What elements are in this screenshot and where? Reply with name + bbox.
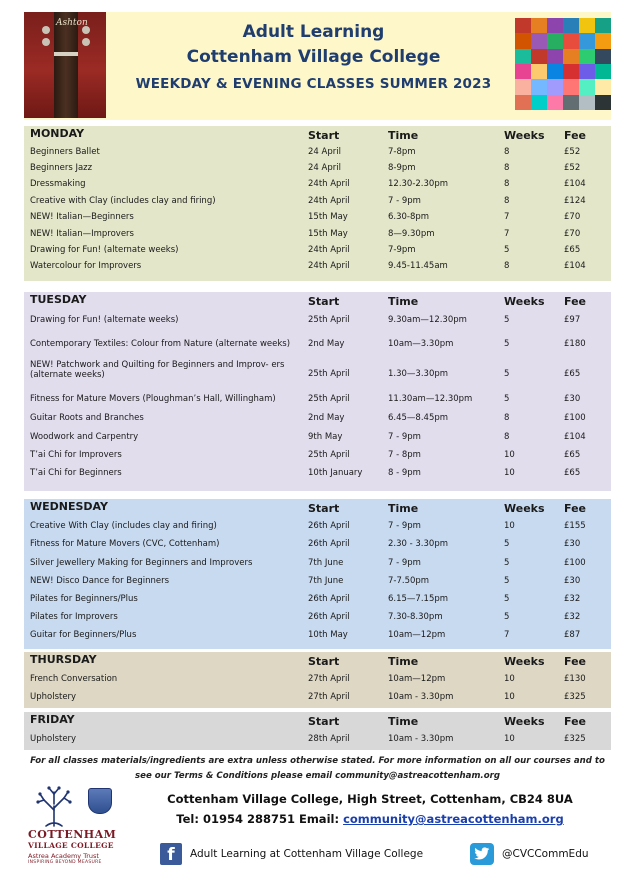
class-row	[24, 225, 611, 242]
class-fee: £155	[564, 521, 586, 531]
day-label: MONDAY	[30, 127, 85, 140]
class-row	[24, 730, 611, 748]
logo-line-3: Astrea Academy Trust	[28, 852, 99, 860]
class-fee: £65	[564, 468, 581, 478]
facebook-icon: f	[160, 843, 182, 865]
class-fee: £104	[564, 179, 586, 189]
class-time: 9.30am—12.30pm	[388, 315, 467, 325]
class-row	[24, 535, 611, 553]
class-fee: £104	[564, 431, 586, 442]
class-time: 9.45-11.45am	[388, 261, 448, 271]
class-start: 24 April	[308, 147, 341, 157]
class-fee: £130	[564, 674, 586, 684]
class-time: 7 - 9pm	[388, 195, 421, 206]
class-weeks: 5	[504, 394, 510, 404]
class-start: 10th May	[308, 630, 348, 640]
footnote-line-2: see our Terms & Conditions please email community@astreacottenham.org	[135, 771, 500, 781]
class-row	[24, 670, 611, 688]
col-start-header: Start	[308, 295, 340, 308]
class-start: 24 April	[308, 163, 341, 173]
class-time: 7 - 9pm	[388, 431, 421, 442]
class-name: Upholstery	[30, 734, 77, 744]
friday-section	[24, 712, 611, 750]
class-fee: £100	[564, 557, 586, 568]
class-fee: £70	[564, 212, 581, 222]
crest-icon	[88, 788, 112, 814]
class-row	[24, 464, 611, 482]
twitter-icon	[470, 843, 494, 865]
class-start: 15th May	[308, 212, 348, 222]
class-time: 1.30—3.30pm	[388, 369, 449, 379]
footnote-line-1: For all classes materials/ingredients are extra unless otherwise stated. For more information on all our courses and to	[30, 756, 605, 766]
class-weeks: 10	[504, 674, 515, 684]
class-fee: £70	[564, 228, 581, 239]
class-time: 6.30-8pm	[388, 212, 430, 222]
class-time: 12.30-2.30pm	[388, 179, 449, 189]
class-start: 26th April	[308, 612, 350, 622]
class-weeks: 10	[504, 734, 515, 744]
class-fee: £97	[564, 315, 581, 325]
class-name: Guitar Roots and Branches	[30, 412, 144, 423]
class-fee: £65	[564, 450, 581, 460]
class-row	[24, 553, 611, 572]
class-start: 9th May	[308, 431, 343, 442]
tel-text: Tel: 01954 288751 Email:	[176, 812, 344, 826]
class-weeks: 10	[504, 468, 515, 478]
class-row	[24, 258, 611, 274]
class-fee: £180	[564, 339, 586, 349]
thursday-header-row	[24, 652, 611, 670]
class-weeks: 5	[504, 339, 510, 349]
class-weeks: 8	[504, 412, 510, 423]
class-start: 26th April	[308, 521, 350, 531]
class-time: 7 - 9pm	[388, 521, 421, 531]
class-time: 8—9.30pm	[388, 228, 435, 239]
logo-line-1: COTTENHAM	[28, 828, 117, 841]
class-row	[24, 358, 611, 390]
class-weeks: 5	[504, 315, 510, 325]
day-label: THURSDAY	[30, 653, 97, 666]
thursday-rows	[24, 670, 611, 706]
class-fee: £30	[564, 539, 581, 549]
class-fee: £325	[564, 734, 586, 744]
class-time: 10am - 3.30pm	[388, 692, 454, 702]
monday-section	[24, 126, 611, 281]
col-fee-header: Fee	[564, 502, 586, 515]
class-row	[24, 626, 611, 644]
header-banner	[24, 12, 611, 120]
class-weeks: 8	[504, 261, 510, 271]
col-start-header: Start	[308, 655, 340, 668]
class-row	[24, 209, 611, 225]
class-start: 2nd May	[308, 412, 345, 423]
class-time: 7.30-8.30pm	[388, 612, 443, 622]
col-fee-header: Fee	[564, 295, 586, 308]
class-time: 10am—3.30pm	[388, 339, 454, 349]
guitar-brand-text: Ashton	[56, 18, 88, 28]
title-term: WEEKDAY & EVENING CLASSES SUMMER 2023	[135, 76, 492, 92]
class-start: 24th April	[308, 245, 350, 255]
class-fee: £52	[564, 147, 581, 157]
friday-rows	[24, 730, 611, 748]
class-name: NEW! Italian—Improvers	[30, 228, 134, 239]
class-row	[24, 688, 611, 706]
class-row	[24, 144, 611, 160]
class-time: 6.45—8.45pm	[388, 412, 449, 423]
class-name: NEW! Patchwork and Quilting for Beginners and Improv- ers (alternate weeks)	[30, 360, 285, 380]
class-fee: £65	[564, 369, 581, 379]
wednesday-header-row	[24, 499, 611, 517]
class-name: Pilates for Beginners/Plus	[30, 594, 138, 604]
class-row	[24, 160, 611, 176]
tuesday-header-row	[24, 292, 611, 310]
class-name: Silver Jewellery Making for Beginners and Improvers	[30, 557, 253, 568]
class-start: 24th April	[308, 179, 350, 189]
class-row	[24, 310, 611, 330]
class-start: 25th April	[308, 315, 350, 325]
class-weeks: 5	[504, 369, 510, 379]
class-start: 27th April	[308, 692, 350, 702]
class-row	[24, 330, 611, 358]
class-weeks: 5	[504, 557, 510, 568]
class-start: 25th April	[308, 450, 350, 460]
class-weeks: 5	[504, 594, 510, 604]
class-time: 10am—12pm	[388, 674, 446, 684]
class-row	[24, 608, 611, 626]
class-name: Watercolour for Improvers	[30, 261, 142, 271]
col-time-header: Time	[388, 655, 419, 668]
class-start: 10th January	[308, 468, 363, 478]
class-fee: £32	[564, 594, 581, 604]
class-fee: £100	[564, 412, 586, 423]
address: Cottenham Village College, High Street, Cottenham, CB24 8UA	[167, 792, 573, 806]
class-name: Creative with Clay (includes clay and firing)	[30, 195, 216, 206]
class-row	[24, 242, 611, 258]
logo-line-2: VILLAGE COLLEGE	[28, 841, 114, 850]
class-time: 8-9pm	[388, 163, 416, 173]
class-name: T’ai Chi for Improvers	[30, 450, 122, 460]
class-time: 11.30am—12.30pm	[388, 394, 473, 404]
class-start: 7th June	[308, 576, 344, 586]
class-weeks: 10	[504, 450, 515, 460]
class-name: Pilates for Improvers	[30, 612, 118, 622]
wednesday-section	[24, 499, 611, 649]
guitar-image	[24, 12, 106, 118]
class-weeks: 8	[504, 179, 510, 189]
col-weeks-header: Weeks	[504, 502, 545, 515]
logo-line-4: INSPIRING BEYOND MEASURE	[28, 860, 102, 865]
class-fee: £30	[564, 394, 581, 404]
class-name: Guitar for Beginners/Plus	[30, 630, 137, 640]
title-adult-learning: Adult Learning	[242, 22, 385, 42]
class-time: 7-8pm	[388, 147, 416, 157]
class-name: NEW! Italian—Beginners	[30, 212, 134, 222]
class-row	[24, 390, 611, 408]
day-label: WEDNESDAY	[30, 500, 108, 513]
class-name: Woodwork and Carpentry	[30, 431, 139, 442]
class-fee: £124	[564, 195, 586, 206]
class-name: Creative With Clay (includes clay and firing)	[30, 521, 217, 531]
class-name: NEW! Disco Dance for Beginners	[30, 576, 170, 586]
col-weeks-header: Weeks	[504, 655, 545, 668]
col-time-header: Time	[388, 715, 419, 728]
monday-rows	[24, 144, 611, 274]
class-weeks: 7	[504, 630, 510, 640]
twitter-link[interactable]	[470, 842, 589, 866]
class-weeks: 5	[504, 576, 510, 586]
mosaic-image	[515, 18, 611, 110]
class-weeks: 8	[504, 147, 510, 157]
class-start: 27th April	[308, 674, 350, 684]
class-start: 25th April	[308, 369, 350, 379]
class-row	[24, 590, 611, 608]
facebook-link[interactable]	[160, 842, 423, 866]
class-start: 26th April	[308, 594, 350, 604]
class-name: Beginners Jazz	[30, 163, 93, 173]
class-start: 15th May	[308, 228, 348, 239]
class-name: T’ai Chi for Beginners	[30, 468, 122, 478]
class-row	[24, 572, 611, 590]
title-block	[116, 20, 511, 98]
class-start: 24th April	[308, 195, 350, 206]
col-weeks-header: Weeks	[504, 129, 545, 142]
class-start: 2nd May	[308, 339, 345, 349]
class-weeks: 7	[504, 212, 510, 222]
class-start: 25th April	[308, 394, 350, 404]
contact-line	[140, 812, 600, 826]
friday-header-row	[24, 712, 611, 730]
class-time: 7 - 8pm	[388, 450, 421, 460]
class-weeks: 7	[504, 228, 510, 239]
class-time: 8 - 9pm	[388, 468, 421, 478]
col-fee-header: Fee	[564, 715, 586, 728]
class-time: 10am - 3.30pm	[388, 734, 454, 744]
col-weeks-header: Weeks	[504, 715, 545, 728]
class-weeks: 5	[504, 612, 510, 622]
class-name: Drawing for Fun! (alternate weeks)	[30, 315, 179, 325]
class-start: 28th April	[308, 734, 350, 744]
class-start: 24th April	[308, 261, 350, 271]
class-time: 6.15—7.15pm	[388, 594, 449, 604]
wednesday-rows	[24, 517, 611, 644]
col-start-header: Start	[308, 502, 340, 515]
col-time-header: Time	[388, 502, 419, 515]
col-fee-header: Fee	[564, 655, 586, 668]
class-name: French Conversation	[30, 674, 118, 684]
class-row	[24, 517, 611, 535]
class-fee: £65	[564, 245, 581, 255]
twitter-label: @CVCCommEdu	[502, 848, 589, 860]
day-label: TUESDAY	[30, 293, 87, 306]
day-label: FRIDAY	[30, 713, 75, 726]
class-weeks: 8	[504, 431, 510, 442]
class-name: Upholstery	[30, 692, 77, 702]
logo-text	[28, 828, 120, 865]
class-row	[24, 446, 611, 464]
col-time-header: Time	[388, 129, 419, 142]
class-row	[24, 427, 611, 446]
class-name: Fitness for Mature Movers (CVC, Cottenham)	[30, 539, 220, 549]
email-link[interactable]: community@astreacottenham.org	[343, 812, 564, 826]
class-time: 2.30 - 3.30pm	[388, 539, 448, 549]
class-weeks: 5	[504, 245, 510, 255]
col-time-header: Time	[388, 295, 419, 308]
class-weeks: 8	[504, 163, 510, 173]
class-fee: £32	[564, 612, 581, 622]
class-name: Fitness for Mature Movers (Ploughman’s Hall, Willingham)	[30, 394, 276, 404]
class-row	[24, 408, 611, 427]
class-time: 7-9pm	[388, 245, 416, 255]
class-fee: £104	[564, 261, 586, 271]
facebook-label: Adult Learning at Cottenham Village College	[190, 848, 424, 860]
class-fee: £325	[564, 692, 586, 702]
tree-icon	[32, 784, 76, 828]
class-weeks: 10	[504, 692, 515, 702]
class-name: Drawing for Fun! (alternate weeks)	[30, 245, 179, 255]
col-fee-header: Fee	[564, 129, 586, 142]
class-weeks: 5	[504, 539, 510, 549]
title-college: Cottenham Village College	[186, 47, 441, 67]
class-name: Contemporary Textiles: Colour from Nature (alternate weeks)	[30, 339, 291, 349]
tuesday-section	[24, 292, 611, 491]
col-start-header: Start	[308, 715, 340, 728]
monday-header-row	[24, 126, 611, 144]
class-start: 26th April	[308, 539, 350, 549]
class-name: Dressmaking	[30, 179, 86, 189]
col-start-header: Start	[308, 129, 340, 142]
class-weeks: 10	[504, 521, 515, 531]
class-weeks: 8	[504, 195, 510, 206]
class-row	[24, 176, 611, 192]
class-fee: £52	[564, 163, 581, 173]
class-time: 7-7.50pm	[388, 576, 430, 586]
class-fee: £87	[564, 630, 581, 640]
col-weeks-header: Weeks	[504, 295, 545, 308]
class-time: 10am—12pm	[388, 630, 446, 640]
class-time: 7 - 9pm	[388, 557, 421, 568]
class-name: Beginners Ballet	[30, 147, 100, 157]
tuesday-rows	[24, 310, 611, 482]
college-logo	[28, 780, 128, 876]
class-row	[24, 192, 611, 209]
class-start: 7th June	[308, 557, 344, 568]
class-fee: £30	[564, 576, 581, 586]
thursday-section	[24, 652, 611, 708]
